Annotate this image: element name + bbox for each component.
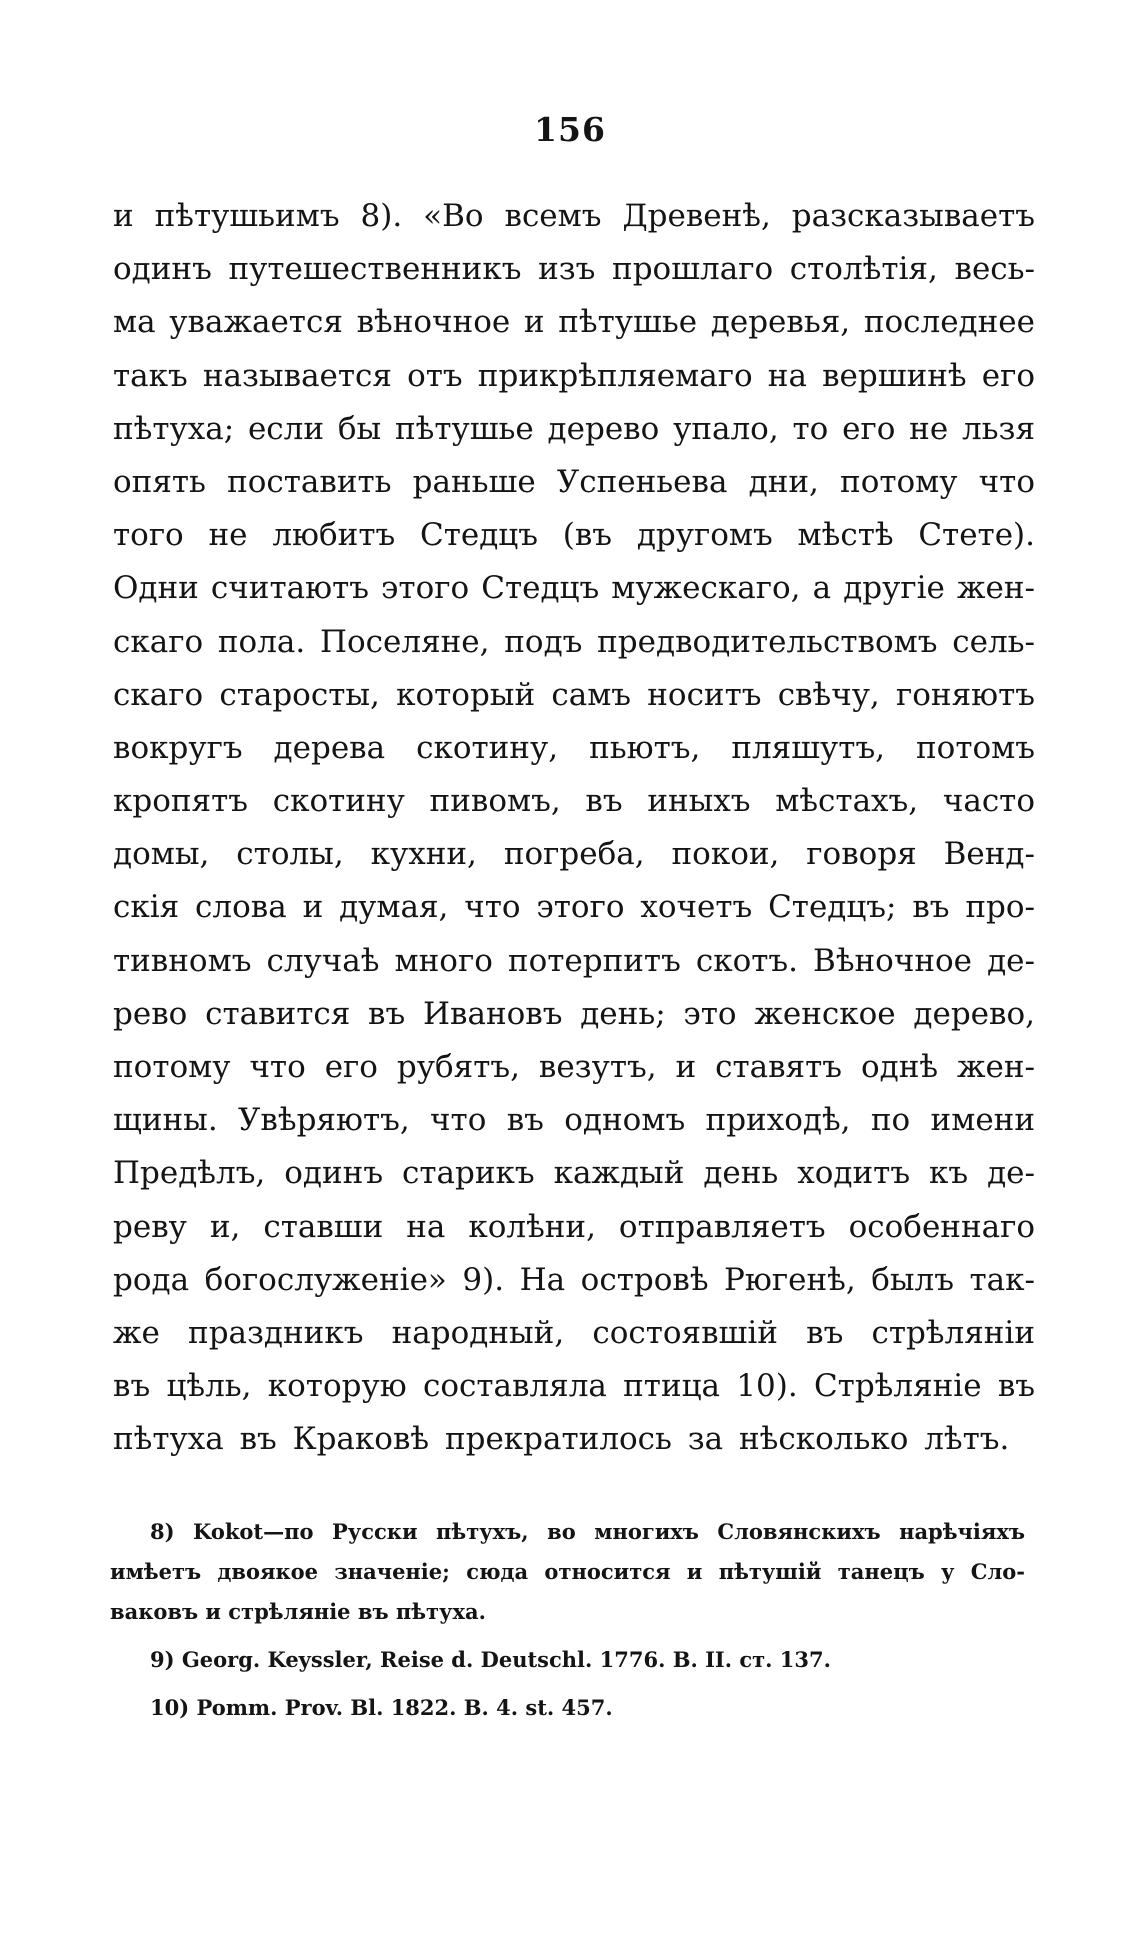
body-line: рево ставится въ Ивановъ день; это женское дерево, (113, 995, 1035, 1032)
body-line: того не любитъ Стедцъ (въ другомъ мѣстѣ Стете). (113, 517, 1035, 554)
body-line: пѣтуха въ Краковѣ прекратилось за нѣсколько лѣтъ. (113, 1421, 1010, 1458)
body-line: пѣтуха; если бы пѣтушье дерево упало, то его не льзя (113, 410, 1035, 447)
footnote-8-line: ваковъ и стрѣляніе въ пѣтуха. (110, 1599, 486, 1624)
body-line: рода богослуженіе» 9). На островѣ Рюгенѣ, былъ так- (113, 1261, 1035, 1298)
body-line: такъ называется отъ прикрѣпляемаго на вершинѣ его (113, 357, 1035, 394)
footnotes (110, 1512, 1025, 1728)
footnote-8-line: 8) Kokot—по Русски пѣтухъ, во многихъ Словянскихъ нарѣчіяхъ (150, 1519, 1025, 1544)
footnote-9: 9) Georg. Keyssler, Reise d. Deutschl. 1776. B. II. ст. 137. (150, 1647, 831, 1672)
body-line: реву и, ставши на колѣни, отправляетъ особеннаго (113, 1208, 1035, 1245)
body-line: одинъ путешественникъ изъ прошлаго столѣтія, весь- (113, 251, 1035, 288)
body-line: щины. Увѣряютъ, что въ одномъ приходѣ, по имени (113, 1102, 1035, 1139)
body-line: въ цѣль, которую составляла птица 10). Стрѣляніе въ (113, 1368, 1035, 1405)
body-line: ма уважается вѣночное и пѣтушье деревья, последнее (113, 304, 1035, 341)
body-line: домы, столы, кухни, погреба, покои, говоря Венд- (113, 836, 1035, 873)
body-line: Предѣлъ, одинъ старикъ каждый день ходитъ къ де- (113, 1155, 1035, 1192)
page-number: 156 (534, 110, 606, 149)
body-line: скія слова и думая, что этого хочетъ Стедцъ; въ про- (113, 889, 1035, 926)
body-line: опять поставить раньше Успеньева дни, потому что (113, 463, 1035, 500)
body-line: вокругъ дерева скотину, пьютъ, пляшутъ, потомъ (113, 729, 1035, 766)
body-line: и пѣтушьимъ 8). «Во всемъ Древенѣ, разсказываетъ (113, 198, 1035, 234)
body-line: же праздникъ народный, состоявшій въ стрѣляніи (113, 1314, 1035, 1351)
body-line: тивномъ случаѣ много потерпитъ скотъ. Вѣночное де- (113, 942, 1035, 979)
body-line: скаго старосты, который самъ носитъ свѣчу, гоняютъ (113, 676, 1035, 713)
body-line: скаго пола. Поселяне, подъ предводительствомъ сель- (113, 623, 1035, 660)
body-text (113, 190, 1035, 1467)
body-line: кропятъ скотину пивомъ, въ иныхъ мѣстахъ, часто (113, 783, 1035, 820)
body-line: потому что его рубятъ, везутъ, и ставятъ однѣ жен- (113, 1049, 1035, 1085)
body-line: Одни считаютъ этого Стедцъ мужескаго, а другіе жен- (113, 570, 1035, 607)
footnote-10: 10) Pomm. Prov. Bl. 1822. B. 4. st. 457. (150, 1695, 613, 1720)
footnote-8-line: имѣетъ двоякое значеніе; сюда относится и пѣтушій танецъ у Сло- (110, 1559, 1025, 1584)
